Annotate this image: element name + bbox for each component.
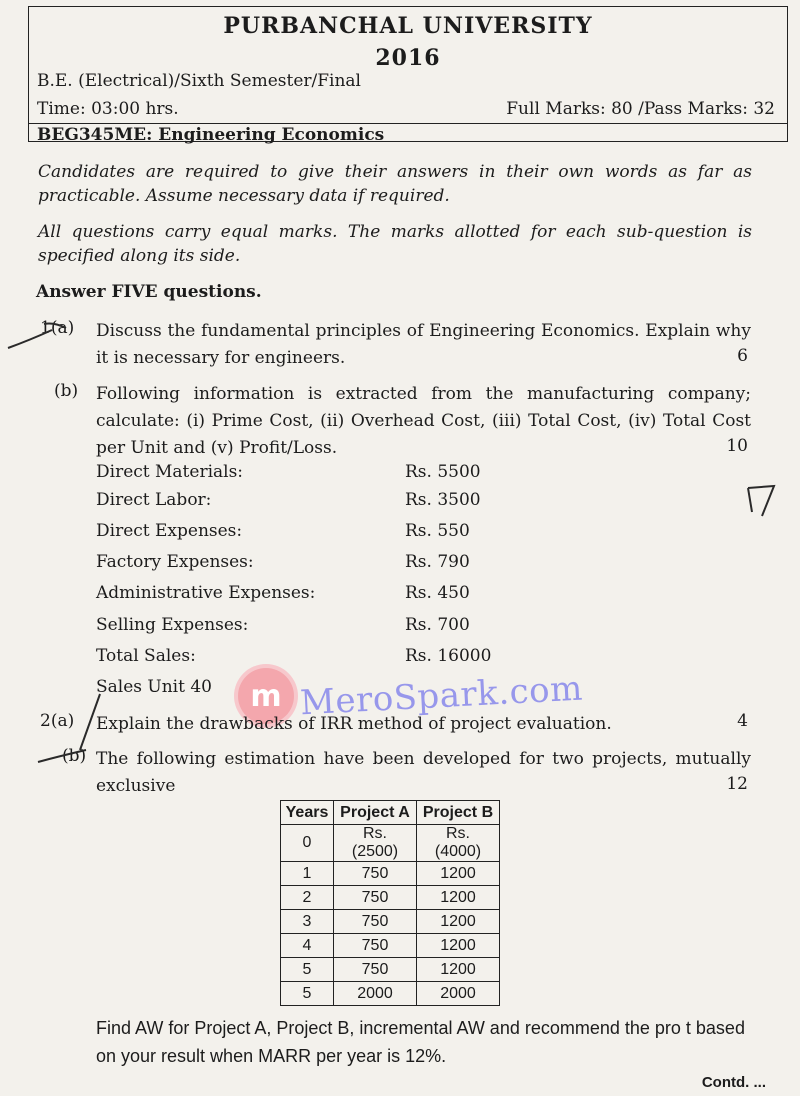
table-cell: 750 bbox=[334, 886, 417, 910]
watermark-text: MeroSpark.com bbox=[299, 668, 584, 724]
cost-label: Factory Expenses: bbox=[96, 552, 254, 572]
cost-value: Rs. 450 bbox=[405, 583, 470, 603]
question-follow-up: Find AW for Project A, Project B, incremental AW and recommend the pro t based on your result when MARR per year is 12%. bbox=[96, 1018, 745, 1066]
pen-stroke-icon bbox=[30, 690, 110, 780]
cost-value: Rs. 700 bbox=[405, 615, 470, 635]
cash-flow-table bbox=[280, 800, 500, 1006]
table-cell: 750 bbox=[334, 910, 417, 934]
logo-letter: m bbox=[250, 678, 282, 714]
question-marks: 12 bbox=[726, 774, 748, 794]
cost-label: Administrative Expenses: bbox=[96, 583, 316, 603]
cost-value: Rs. 16000 bbox=[405, 646, 492, 666]
table-cell: 750 bbox=[334, 862, 417, 886]
cost-value: Rs. 3500 bbox=[405, 490, 481, 510]
cost-label: Direct Expenses: bbox=[96, 521, 243, 541]
exam-marks: Full Marks: 80 /Pass Marks: 32 bbox=[506, 99, 775, 119]
exam-year: 2016 bbox=[375, 45, 441, 71]
exam-time: Time: 03:00 hrs. bbox=[37, 99, 179, 119]
table-header: Years bbox=[281, 801, 334, 825]
table-row bbox=[281, 886, 500, 910]
header-divider bbox=[29, 123, 787, 124]
table-cell: 2000 bbox=[334, 982, 417, 1006]
instruction-2: All questions carry equal marks. The marks allotted for each sub-question is specified along its side. bbox=[38, 222, 752, 266]
table-header: Project B bbox=[417, 801, 500, 825]
cost-label: Total Sales: bbox=[96, 646, 196, 666]
table-row bbox=[281, 862, 500, 886]
table-cell: 1200 bbox=[417, 958, 500, 982]
table-cell: 1200 bbox=[417, 862, 500, 886]
cost-label: Direct Materials: bbox=[96, 462, 244, 482]
question-text: Following information is extracted from the manufacturing company; calculate: (i) Prime Cost, (ii) Overhead Cost, (iii) Total Cost, (iv) Total Cost per Unit and (v) Profit/Loss. bbox=[96, 384, 751, 458]
table-row bbox=[281, 958, 500, 982]
cost-value: Rs. 790 bbox=[405, 552, 470, 572]
table-cell: 1200 bbox=[417, 934, 500, 958]
question-marks: 6 bbox=[737, 346, 748, 366]
cost-value: Rs. 5500 bbox=[405, 462, 481, 482]
program-info: B.E. (Electrical)/Sixth Semester/Final bbox=[37, 71, 361, 91]
question-marks: 4 bbox=[737, 711, 748, 731]
table-header-row bbox=[281, 801, 500, 825]
pen-stroke-icon bbox=[0, 300, 110, 360]
question-text: Explain the drawbacks of IRR method of project evaluation. bbox=[96, 714, 612, 734]
table-cell: 1200 bbox=[417, 910, 500, 934]
table-cell: 0 bbox=[281, 825, 334, 862]
table-row bbox=[281, 910, 500, 934]
table-cell: Rs. (2500) bbox=[334, 825, 417, 862]
table-cell: 1200 bbox=[417, 886, 500, 910]
table-cell: 750 bbox=[334, 934, 417, 958]
question-marks: 10 bbox=[726, 436, 748, 456]
question-number: 2(a) bbox=[40, 711, 75, 731]
question-number: 1(a) bbox=[40, 318, 75, 338]
table-cell: 5 bbox=[281, 958, 334, 982]
question-text: Discuss the fundamental principles of Engineering Economics. Explain why it is necessary for engineers. bbox=[96, 321, 751, 368]
answer-instruction: Answer FIVE questions. bbox=[36, 282, 262, 302]
table-cell: 1 bbox=[281, 862, 334, 886]
table-row bbox=[281, 934, 500, 958]
table-cell: 750 bbox=[334, 958, 417, 982]
table-cell: 4 bbox=[281, 934, 334, 958]
instruction-1: Candidates are required to give their answers in their own words as far as practicable. Assume necessary data if required. bbox=[38, 162, 752, 206]
table-header: Project A bbox=[334, 801, 417, 825]
continued-note: Contd. ... bbox=[701, 1074, 766, 1091]
table-row bbox=[281, 982, 500, 1006]
question-text: The following estimation have been developed for two projects, mutually exclusive bbox=[96, 749, 751, 796]
university-name: PURBANCHAL UNIVERSITY bbox=[223, 13, 593, 39]
exam-header bbox=[28, 6, 788, 145]
table-row bbox=[281, 825, 500, 862]
table-cell: 5 bbox=[281, 982, 334, 1006]
table-cell: 2000 bbox=[417, 982, 500, 1006]
table-cell: 2 bbox=[281, 886, 334, 910]
table-cell: 3 bbox=[281, 910, 334, 934]
course-code: BEG345ME: Engineering Economics bbox=[37, 125, 385, 145]
sales-unit: Sales Unit 40 bbox=[96, 677, 212, 697]
cost-label: Selling Expenses: bbox=[96, 615, 249, 635]
question-number: (b) bbox=[54, 381, 79, 401]
pen-seven-icon bbox=[740, 478, 784, 522]
question-number: (b) bbox=[62, 746, 87, 766]
table-cell: Rs. (4000) bbox=[417, 825, 500, 862]
cost-label: Direct Labor: bbox=[96, 490, 212, 510]
cost-value: Rs. 550 bbox=[405, 521, 470, 541]
